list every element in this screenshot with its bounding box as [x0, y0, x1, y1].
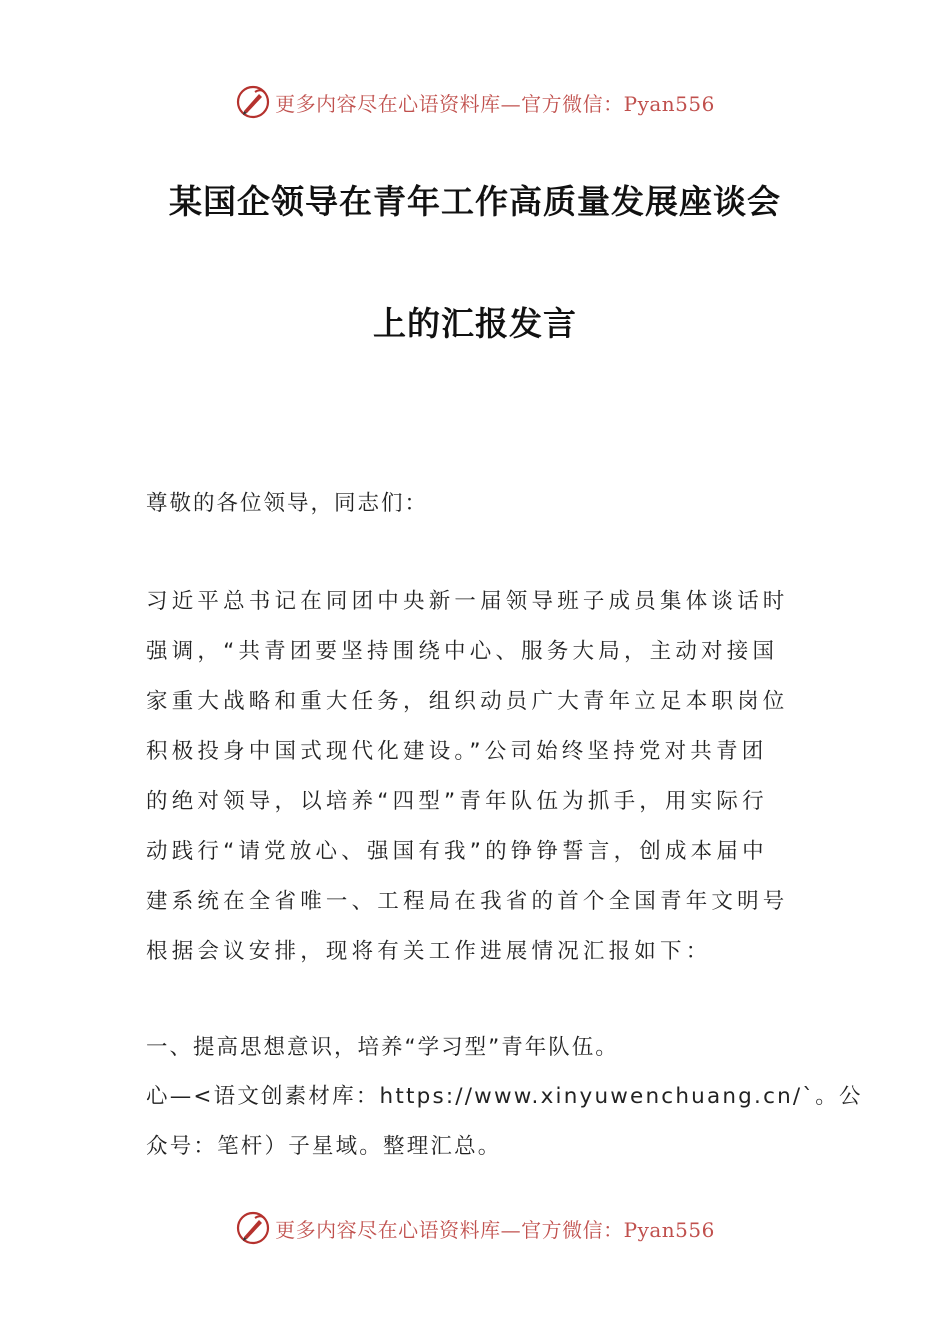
paragraph-line: 积极投身中国式现代化建设。”公司始终坚持党对共青团 [146, 739, 768, 764]
wechat-id: Pyan556 [623, 1217, 715, 1242]
footer-banner [0, 1208, 950, 1248]
paragraph-line: 习近平总书记在同团中央新一届领导班子成员集体谈话时 [146, 589, 789, 614]
salutation: 尊敬的各位领导，同志们： [146, 491, 429, 516]
paragraph-line: 根据会议安排，现将有关工作进展情况汇报如下： [146, 939, 712, 964]
paragraph-line: 的绝对领导，以培养“四型”青年队伍为抓手，用实际行 [146, 789, 768, 814]
document-title-line-1: 某国企领导在青年工作高质量发展座谈会 [169, 182, 781, 221]
note-line: 众号：笔杆）子星域。整理汇总。 [146, 1134, 502, 1159]
section-heading: 一、提高思想意识，培养“学习型”青年队伍。 [146, 1035, 619, 1060]
wechat-id: Pyan556 [623, 91, 715, 116]
banner-text: 更多内容尽在心语资料库—官方微信：Pyan556 [275, 91, 715, 116]
main-paragraph [146, 577, 806, 977]
header-banner [0, 82, 950, 122]
paragraph-line: 建系统在全省唯一、工程局在我省的首个全国青年文明号 [146, 889, 789, 914]
paragraph-line: 家重大战略和重大任务，组织动员广大青年立足本职岗位 [146, 689, 789, 714]
pen-circle-logo-icon [235, 84, 271, 120]
paragraph-line: 动践行“请党放心、强国有我”的铮铮誓言，创成本届中 [146, 839, 768, 864]
paragraph-line: 强调，“共青团要坚持围绕中心、服务大局，主动对接国 [146, 639, 779, 664]
note-line: 心—<语文创素材库：https://www.xinyuwenchuang.cn/`。公 [146, 1084, 863, 1109]
source-note [146, 1072, 863, 1172]
banner-text: 更多内容尽在心语资料库—官方微信：Pyan556 [275, 1217, 715, 1242]
pen-circle-logo-icon [235, 1210, 271, 1246]
document-title-line-2: 上的汇报发言 [373, 304, 577, 343]
